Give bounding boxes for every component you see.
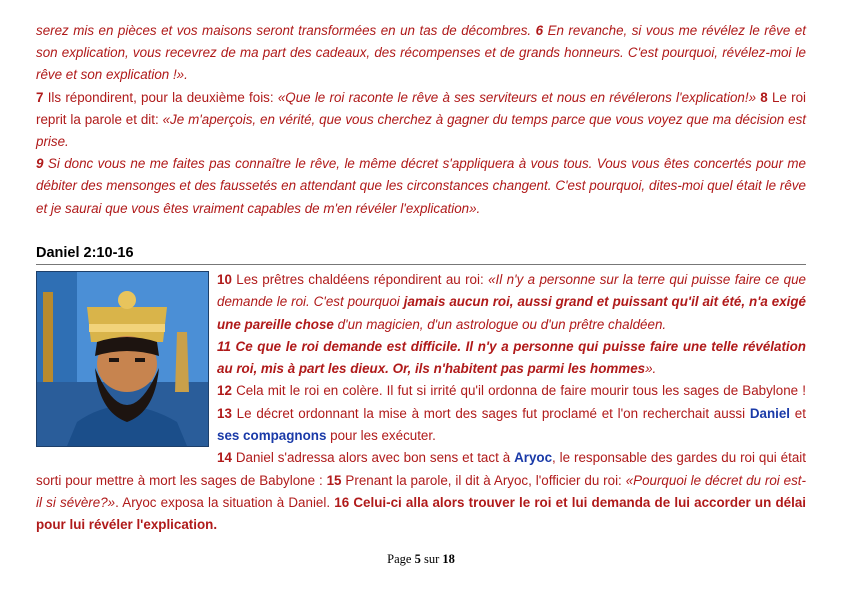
- name-compagnons: ses compagnons: [217, 428, 327, 444]
- text: Le décret ordonnant la mise à mort des sages fut proclamé et l'on recherchait aussi: [236, 405, 746, 421]
- paragraph-v9: [36, 153, 806, 220]
- verse-number: 15: [326, 472, 342, 488]
- verse-number: 10: [217, 272, 232, 287]
- section-heading: Daniel 2:10-16: [36, 245, 806, 265]
- verse-number: 6: [535, 23, 544, 38]
- emphasis-text: jamais aucun roi, aussi grand et puissant qu'il ait été, n'a exigé une pareille chose: [217, 294, 806, 332]
- text: «Pourquoi le décret du roi est-il si sévère?»: [36, 472, 806, 510]
- text: d'un magicien, d'un astrologue ou d'un prêtre chaldéen.: [337, 316, 667, 332]
- text: Prenant la parole, il dit à Aryoc, l'officier du roi:: [345, 472, 622, 488]
- text: Daniel s'adressa alors avec bon sens et tact à: [235, 450, 511, 466]
- text: Les prêtres chaldéens répondirent au roi:: [236, 272, 484, 287]
- king-illustration: [36, 271, 209, 447]
- page-total: 18: [442, 552, 455, 566]
- verse-number: 13: [217, 405, 232, 421]
- name-aryoc: Aryoc: [514, 450, 553, 466]
- text: serez mis en pièces et vos maisons seront transformées en un tas de décombres.: [36, 23, 532, 38]
- verse-number: 16: [334, 494, 350, 510]
- text: Si donc vous ne me faites pas connaître le rêve, le même décret s'appliquera à vous tous. Vous vous êtes concertés pour me débiter des mensonges et des faussetés en attendant que les circonstances changent. C'est pourquoi, dites-moi quel était le rêve et je saurai que vous êtes vraiment capables de m'en révéler l'explication».: [36, 156, 806, 216]
- text: . Aryoc exposa la situation à Daniel.: [115, 494, 331, 510]
- text: «Il n'y a personne sur la terre qui puisse faire ce que demande le roi. C'est pourquoi: [217, 272, 806, 310]
- text: ».: [645, 361, 657, 377]
- text: Le roi reprit la parole et dit:: [36, 89, 806, 127]
- emphasis-text: Celui-ci alla alors trouver le roi et lui demanda de lui accorder un délai pour lui révéler l'explication.: [36, 494, 806, 533]
- paragraph-v7: [36, 87, 806, 154]
- text: En revanche, si vous me révélez le rêve et son explication, vous recevrez de ma part des cadeaux, des récompenses et de grands honneurs. C'est pourquoi, révélez-moi le rêve et son explication !».: [36, 23, 806, 83]
- page-number: 5: [414, 552, 421, 566]
- text: Ils répondirent, pour la deuxième fois:: [47, 89, 274, 105]
- verse-number: 14: [217, 450, 232, 466]
- text: Cela mit le roi en colère. Il fut si irrité qu'il ordonna de faire mourir tous les sages de Babylone !: [236, 383, 806, 399]
- verse-number: 7: [36, 89, 44, 105]
- section-body: [36, 269, 806, 537]
- page-label: Page: [387, 552, 412, 566]
- text: «Que le roi raconte le rêve à ses serviteurs et nous en révélerons l'explication!»: [277, 89, 757, 105]
- verse-number: 8: [760, 89, 768, 105]
- page-sep: sur: [423, 552, 440, 566]
- text: , le responsable des gardes du roi qui était sorti pour mettre à mort les sages de Babylone :: [36, 450, 806, 488]
- verse-number: 12: [217, 383, 232, 399]
- verse-number: 11: [217, 338, 231, 354]
- page-footer: [0, 552, 842, 567]
- paragraph-v6: [36, 20, 806, 87]
- verse-number: 9: [36, 156, 44, 172]
- text: et: [794, 405, 806, 421]
- name-daniel: Daniel: [749, 405, 791, 421]
- text: pour les exécuter.: [330, 428, 436, 444]
- top-text-block: [36, 20, 806, 220]
- emphasis-text: Ce que le roi demande est difficile. Il n'y a personne qui puisse faire une telle révélation au roi, mis à part les dieux. Or, ils n'habitent pas parmi les hommes: [217, 338, 806, 377]
- text: «Je m'aperçois, en vérité, que vous cherchez à gagner du temps parce que vous voyez que ma décision est prise.: [36, 111, 806, 150]
